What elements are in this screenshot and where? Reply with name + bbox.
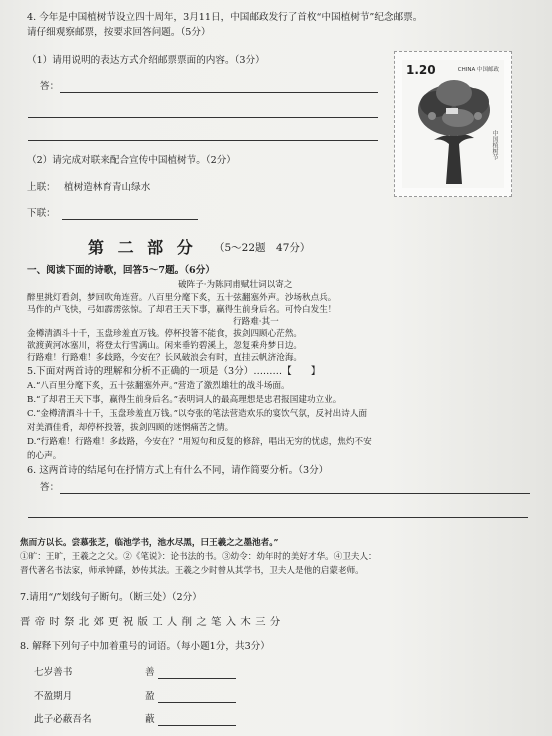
q5-option-c-cont: 对美酒佳肴，却停杯投箸，拔剑四顾的迷惘痛苦之情。	[27, 423, 234, 433]
q5-stem: 5.下面对两首诗的理解和分析不正确的一项是（3分）………【 】	[27, 366, 321, 377]
q8-word: 善	[145, 667, 155, 678]
commemorative-stamp	[394, 51, 512, 197]
answer-line[interactable]	[60, 92, 378, 93]
q4-subquestion-1: （1）请用说明的表达方式介绍邮票票面的内容。（3分）	[27, 55, 265, 66]
q8-word: 盈	[145, 691, 155, 702]
poem1-title: 破阵子·为陈同甫赋壮词以寄之	[178, 280, 293, 290]
stamp-side-text: 中国植树节	[491, 130, 498, 160]
answer-line[interactable]	[60, 493, 530, 494]
q4-answer-label: 答：	[40, 81, 60, 92]
couplet-upper-label: 上联：	[27, 182, 56, 193]
answer-line[interactable]	[28, 517, 528, 518]
q8-phrase: 不盈期月	[34, 691, 73, 702]
passage-note: ①旷：王旷，王羲之之父。②《笔说》：论书法的书。③幼令：幼年时的美好才华。④卫夫人：	[20, 552, 377, 562]
stamp-value: 1.20	[406, 63, 436, 77]
q8-phrase: 此子必蔽吾名	[34, 714, 92, 725]
part-score-range: （5～22题 47分）	[214, 242, 311, 254]
part-title: 第 二 部 分	[88, 238, 197, 257]
poem1-line: 醉里挑灯看剑，梦回吹角连营。八百里分麾下炙，五十弦翻塞外声。沙场秋点兵。	[27, 293, 337, 303]
poem2-line: 欲渡黄河冰塞川，将登太行雪满山。闲来垂钓碧溪上，忽复乘舟梦日边。	[27, 341, 303, 351]
q4-intro-line1: 4. 今年是中国植树节设立四十周年，3月11日，中国邮政发行了首枚“中国植树节”纪念邮票。	[27, 12, 423, 23]
passage-note: 晋代著名书法家，师承钟繇，妙传其法。王羲之少时曾从其学书，卫夫人是他的启蒙老师。	[20, 566, 364, 576]
q5-option-d[interactable]: D.“行路难！行路难！多歧路，今安在？”用短句和反复的修辞，唱出无穷的忧虑，焦灼不安	[27, 437, 372, 447]
stamp-picture	[402, 60, 504, 188]
passage-line: 焦而方以长。尝慕张芝，临池学书，池水尽黑，曰王羲之之墨池者。”	[20, 538, 279, 548]
q8-answer-blank[interactable]	[158, 725, 236, 726]
q8-answer-blank[interactable]	[158, 702, 236, 703]
poem1-line: 马作的卢飞快，弓如霹雳弦惊。了却君王天下事，赢得生前身后名。可怜白发生！	[27, 305, 337, 315]
couplet-lower-label: 下联：	[27, 208, 56, 219]
q7-sentence[interactable]: 晋 帝 时 祭 北 郊 更 祝 版 工 人 削 之 笔 入 木 三 分	[20, 616, 281, 628]
poem2-line: 行路难！行路难！多歧路，今安在？长风破浪会有时，直挂云帆济沧海。	[27, 353, 303, 363]
q4-subquestion-2: （2）请完成对联来配合宣传中国植树节。（2分）	[27, 155, 236, 166]
q6-answer-label: 答：	[40, 482, 60, 493]
section-heading: 一、阅读下面的诗歌，回答5～7题。（6分）	[27, 265, 215, 276]
q6-stem: 6. 这两首诗的结尾句在抒情方式上有什么不同，请作简要分析。（3分）	[27, 465, 329, 476]
answer-line[interactable]	[28, 117, 378, 118]
poem2-title: 行路难·其一	[233, 317, 279, 327]
q8-word: 蔽	[145, 714, 155, 725]
q7-stem: 7.请用“/”划线句子断句。（断三处）（2分）	[20, 592, 202, 603]
q4-intro-line2: 请仔细观察邮票，按要求回答问题。（5分）	[27, 27, 211, 38]
tree-icon	[402, 60, 504, 188]
q5-option-c[interactable]: C.“金樽清酒斗十千，玉盘珍羞直万钱。”以夸张的笔法营造欢乐的宴饮气氛，反衬出诗人面	[27, 409, 368, 419]
q5-option-a[interactable]: A.“八百里分麾下炙，五十弦翻塞外声。”营造了激烈雄壮的战斗场面。	[27, 381, 290, 391]
stamp-country: CHINA 中国邮政	[457, 67, 499, 73]
couplet-lower-blank[interactable]	[62, 219, 198, 220]
couplet-upper-text: 植树造林育青山绿水	[64, 182, 151, 193]
q8-stem: 8. 解释下列句子中加着重号的词语。（每小题1分，共3分）	[20, 641, 270, 652]
q5-option-b[interactable]: B.“了却君王天下事，赢得生前身后名。”表明词人的最高理想是忠君报国建功立业。	[27, 395, 342, 405]
q5-option-d-cont: 的心声。	[27, 451, 62, 461]
answer-line[interactable]	[28, 140, 378, 141]
q8-phrase: 七岁善书	[34, 667, 73, 678]
poem2-line: 金樽清酒斗十千，玉盘珍羞直万钱。停杯投箸不能食，拔剑四顾心茫然。	[27, 329, 303, 339]
q8-answer-blank[interactable]	[158, 678, 236, 679]
